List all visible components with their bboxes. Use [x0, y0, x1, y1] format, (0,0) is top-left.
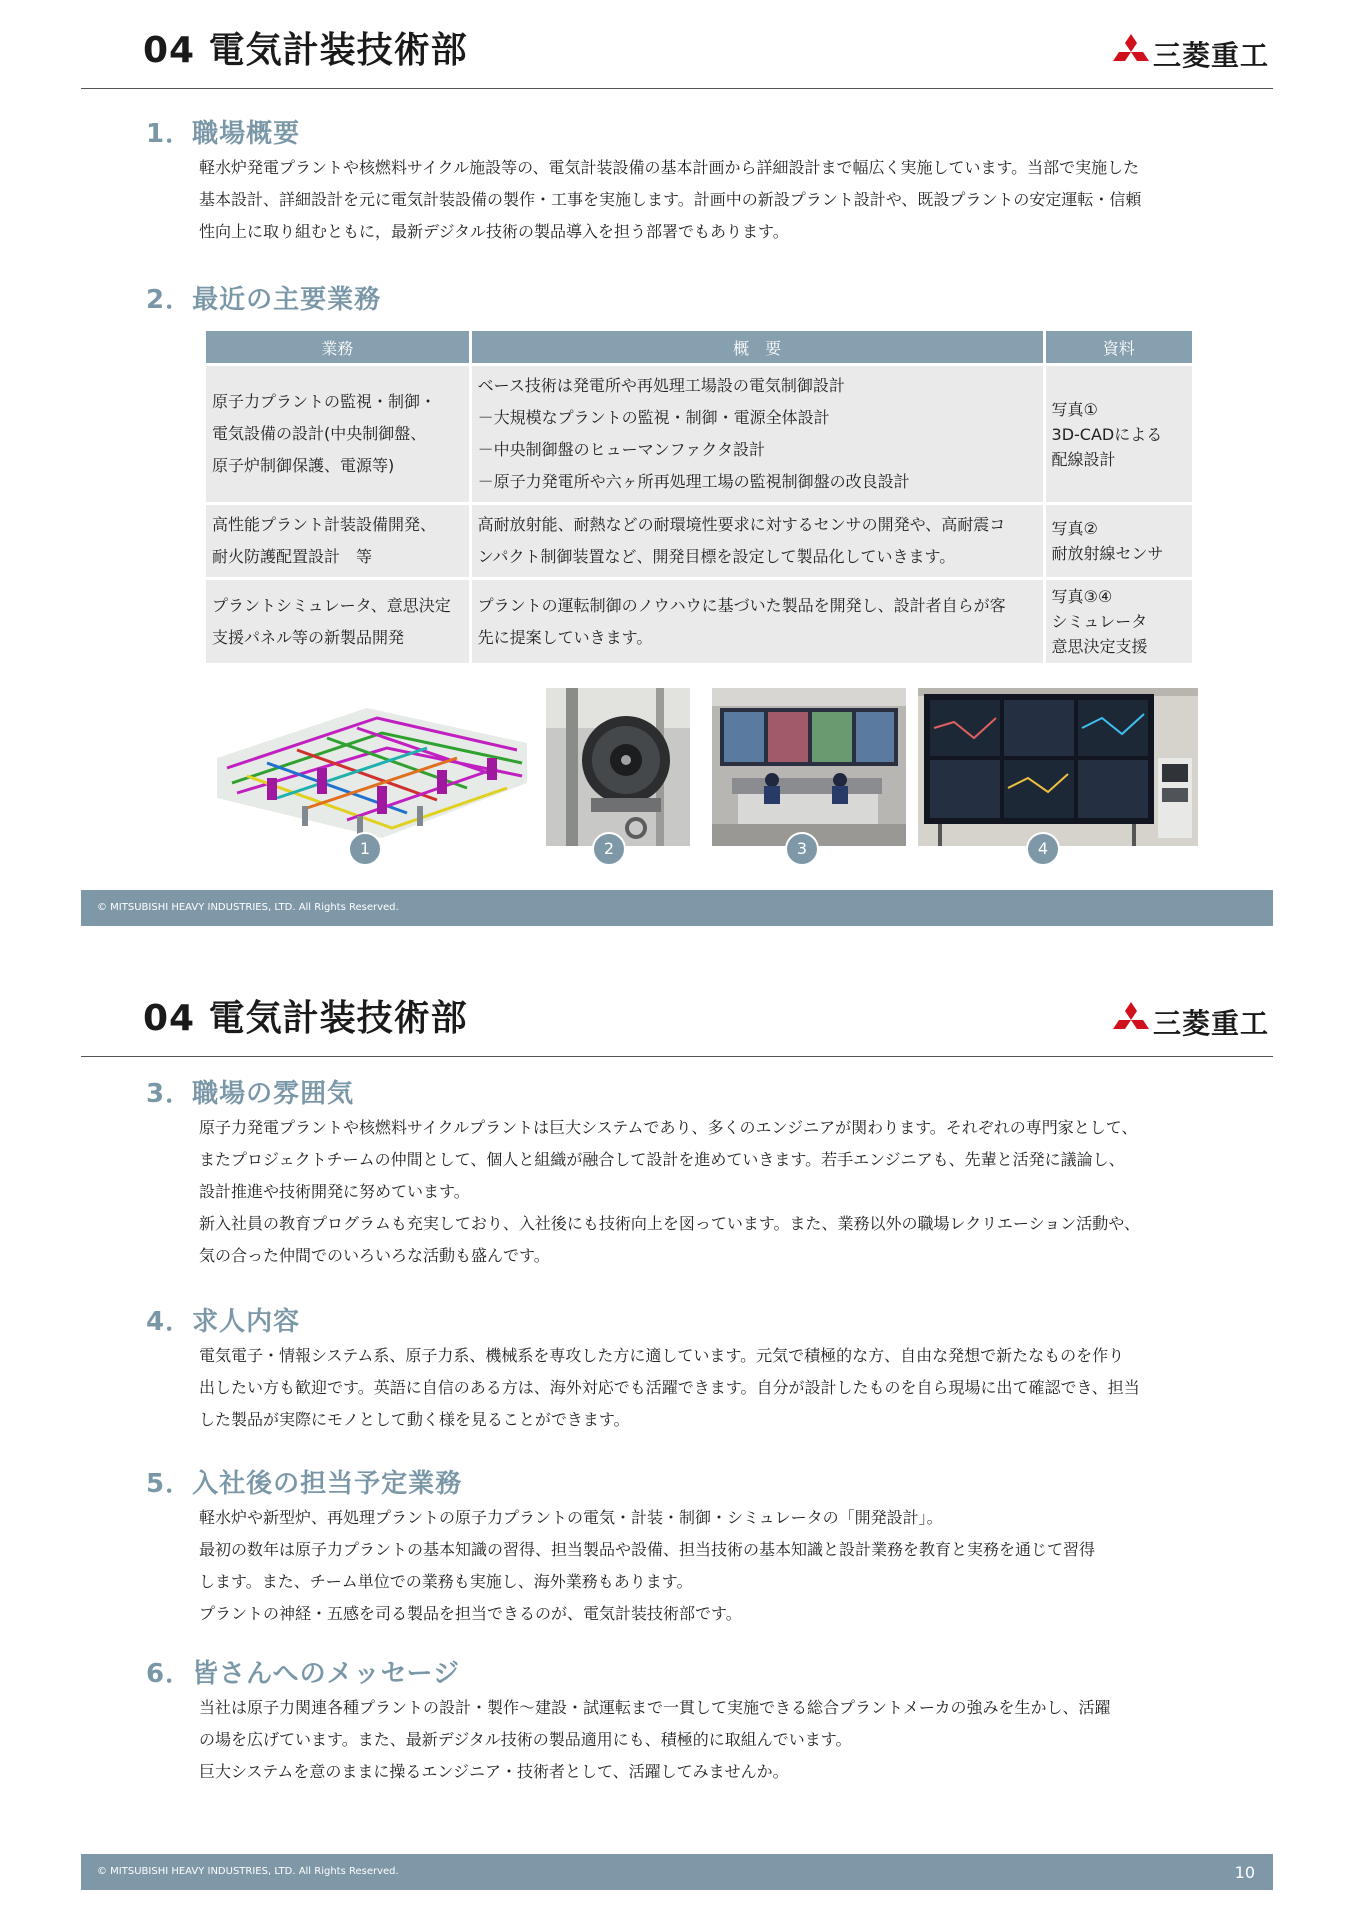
text-line: 出したい方も歓迎です。英語に自信のある方は、海外対応でも活躍できます。自分が設計したものを自ら現場に出て確認でき、担当 — [199, 1378, 1140, 1397]
section-body-job-requirements — [199, 1340, 1209, 1436]
cell-summary — [472, 505, 1043, 577]
cell-summary — [472, 366, 1043, 502]
copyright-text: © MITSUBISHI HEAVY INDUSTRIES, LTD. All Rights Reserved. — [97, 902, 399, 913]
text-line: プラントの神経・五感を司る製品を担当できるのが、電気計装技術部です。 — [199, 1604, 742, 1623]
cell-line: 写真③④ — [1051, 587, 1113, 606]
cell-line: ベース技術は発電所や再処理工場設の電気制御設計 — [477, 376, 845, 395]
text-line: 軽水炉や新型炉、再処理プラントの原子力プラントの電気・計装・制御・シミュレータの「開発設計」。 — [199, 1508, 943, 1527]
text-line: 気の合った仲間でのいろいろな活動も盛んです。 — [199, 1246, 550, 1265]
text-line: 設計推進や技術開発に努めています。 — [199, 1182, 470, 1201]
text-line: 性向上に取り組むともに，最新デジタル技術の製品導入を担う部署でもあります。 — [199, 222, 789, 241]
photo-number-badge: 1 — [348, 832, 382, 866]
column-header-task: 業務 — [206, 331, 469, 363]
cell-line: 耐放射線センサ — [1051, 544, 1164, 563]
cell-line: シミュレータ — [1051, 612, 1148, 631]
company-logo — [1113, 34, 1273, 72]
page-title: 04 電気計装技術部 — [143, 30, 468, 71]
cell-line: －原子力発電所や六ヶ所再処理工場の監視制御盤の改良設計 — [477, 472, 910, 491]
text-line: 巨大システムを意のままに操るエンジニア・技術者として、活躍してみませんか。 — [199, 1762, 789, 1781]
cell-reference — [1046, 580, 1192, 663]
cell-task — [206, 505, 469, 577]
photo-number-badge: 3 — [785, 832, 819, 866]
text-line: 電気電子・情報システム系、原子力系、機械系を専攻した方に適しています。元気で積極的な方、自由な発想で新たなものを作り — [199, 1346, 1125, 1365]
section-body-overview — [199, 152, 1209, 248]
cell-line: 先に提案していきます。 — [477, 627, 653, 647]
table-row — [206, 580, 1192, 663]
cell-task — [206, 366, 469, 502]
section-body-planned-duties — [199, 1502, 1209, 1630]
header-divider — [81, 1056, 1273, 1057]
cell-line: 配線設計 — [1051, 449, 1116, 469]
section-title-message: 6．皆さんへのメッセージ — [146, 1659, 461, 1689]
cell-line: 原子炉制御保護、電源等) — [212, 456, 395, 475]
table-row — [206, 366, 1192, 502]
cell-line: 耐火防護配置設計 等 — [212, 547, 373, 566]
company-logo — [1113, 1002, 1273, 1040]
work-table — [203, 328, 1195, 666]
cell-line: ンパクト制御装置など、開発目標を設定して製品化していきます。 — [477, 547, 956, 566]
text-line: 当社は原子力関連各種プラントの設計・製作～建設・試運転まで一貫して実施できる総合プラントメーカの強みを生かし、活躍 — [199, 1698, 1111, 1717]
page-footer — [81, 890, 1273, 926]
page-footer — [81, 1854, 1273, 1890]
company-name: 三菱重工 — [1153, 39, 1270, 72]
photo-3d-cad-wiring — [207, 688, 532, 846]
text-line: 最初の数年は原子力プラントの基本知識の習得、担当製品や設備、担当技術の基本知識と設計業務を教育と実務を通じて習得 — [199, 1540, 1096, 1559]
cell-line: －中央制御盤のヒューマンファクタ設計 — [477, 440, 765, 459]
section-body-message — [199, 1692, 1209, 1788]
photo-decision-support-panel — [918, 688, 1198, 846]
cell-line: プラントの運転制御のノウハウに基づいた製品を開発し、設計者自らが客 — [477, 595, 1006, 615]
cell-reference — [1046, 505, 1192, 577]
text-line: します。また、チーム単位での業務も実施し、海外業務もあります。 — [199, 1572, 693, 1591]
text-line: 軽水炉発電プラントや核燃料サイクル施設等の、電気計装設備の基本計画から詳細設計まで幅広く実施しています。当部で実施した — [199, 158, 1140, 177]
cell-line: 原子力プラントの監視・制御・ — [212, 392, 437, 411]
cell-summary — [472, 580, 1043, 663]
cell-line: 意思決定支援 — [1051, 637, 1148, 656]
text-line: またプロジェクトチームの仲間として、個人と組織が融合して設計を進めていきます。若手エンジニアも、先輩と活発に議論し、 — [199, 1150, 1125, 1169]
page-number: 10 — [1234, 1863, 1255, 1882]
section-title-overview: 1．職場概要 — [146, 119, 301, 149]
header-divider — [81, 88, 1273, 89]
copyright-text: © MITSUBISHI HEAVY INDUSTRIES, LTD. All Rights Reserved. — [97, 1866, 399, 1877]
text-line: 基本設計、詳細設計を元に電気計装設備の製作・工事を実施します。計画中の新設プラント設計や、既設プラントの安定運転・信頼 — [199, 190, 1142, 209]
photo-number-badge: 2 — [592, 832, 626, 866]
text-line: 新入社員の教育プログラムも充実しており、入社後にも技術向上を図っています。また、業務以外の職場レクリエーション活動や、 — [199, 1214, 1140, 1233]
text-line: した製品が実際にモノとして動く様を見ることができます。 — [199, 1410, 630, 1429]
cell-line: 3D-CADによる — [1051, 424, 1163, 444]
cell-line: 電気設備の設計(中央制御盤、 — [212, 424, 427, 443]
cell-line: 写真① — [1051, 399, 1098, 419]
column-header-summary: 概 要 — [472, 331, 1043, 363]
cell-task — [206, 580, 469, 663]
mitsubishi-diamonds-icon — [1113, 1002, 1149, 1036]
cell-reference — [1046, 366, 1192, 502]
section-body-atmosphere — [199, 1112, 1209, 1272]
cell-line: 高耐放射能、耐熱などの耐環境性要求に対するセンサの開発や、高耐震コ — [477, 515, 1006, 534]
photo-number-badge: 4 — [1026, 832, 1060, 866]
mitsubishi-diamonds-icon — [1113, 34, 1149, 68]
text-line: 原子力発電プラントや核燃料サイクルプラントは巨大システムであり、多くのエンジニアが関わります。それぞれの専門家として、 — [199, 1118, 1138, 1137]
page-2 — [0, 960, 1351, 1920]
photo-radiation-sensor — [546, 688, 690, 846]
company-name: 三菱重工 — [1153, 1007, 1270, 1040]
page-title: 04 電気計装技術部 — [143, 998, 468, 1039]
photo-simulator-room — [712, 688, 906, 846]
table-header-row — [206, 331, 1192, 363]
text-line: の場を広げています。また、最新デジタル技術の製品適用にも、積極的に取組んでいます。 — [199, 1730, 852, 1749]
section-title-planned-duties: 5．入社後の担当予定業務 — [146, 1469, 463, 1499]
column-header-reference: 資料 — [1046, 331, 1192, 363]
section-title-job-requirements: 4．求人内容 — [146, 1307, 301, 1337]
cell-line: 支援パネル等の新製品開発 — [212, 627, 405, 647]
cell-line: －大規模なプラントの監視・制御・電源全体設計 — [477, 408, 830, 427]
cell-line: 写真② — [1051, 519, 1098, 538]
cell-line: 高性能プラント計装設備開発、 — [212, 515, 437, 534]
cell-line: プラントシミュレータ、意思決定 — [212, 595, 451, 615]
table-row — [206, 505, 1192, 577]
section-title-atmosphere: 3．職場の雰囲気 — [146, 1079, 355, 1109]
section-title-recent-work: 2．最近の主要業務 — [146, 285, 382, 315]
